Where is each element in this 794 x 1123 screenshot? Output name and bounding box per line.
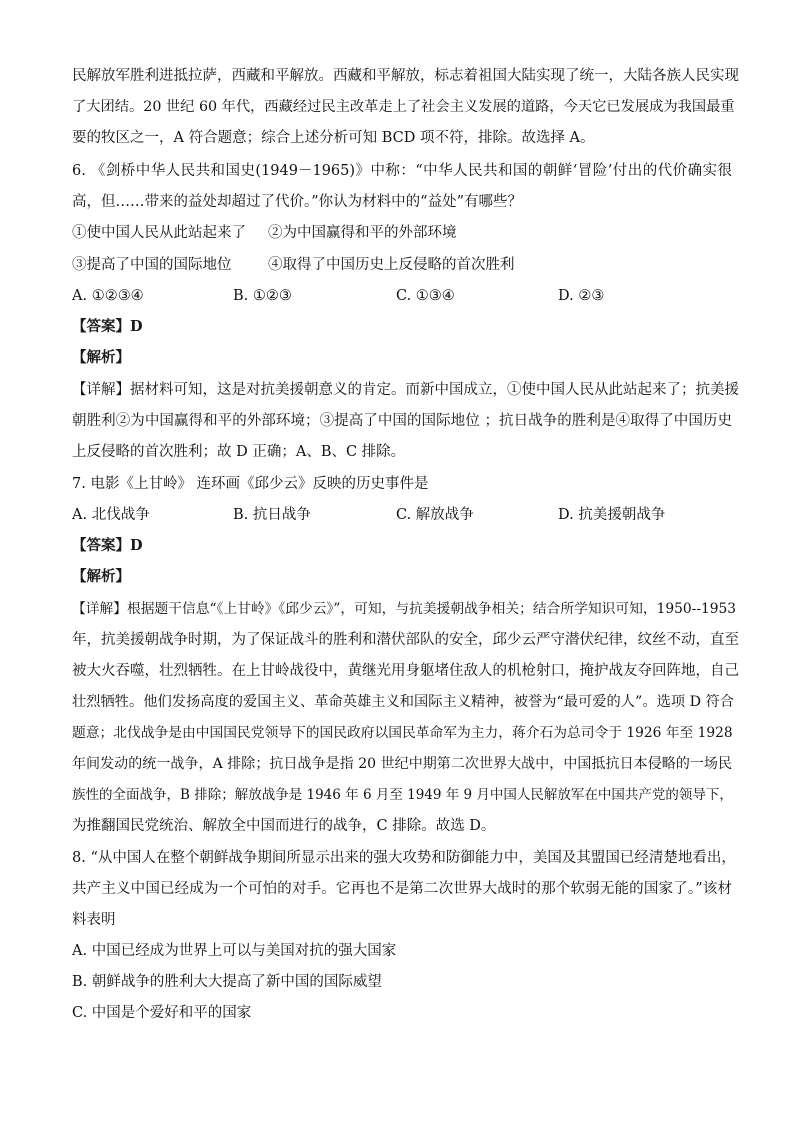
q7-detail-line-7: 族性的全面战争，B 排除；解放战争是 1946 年 6 月至 1949 年 9 月中国人民解放军在中国共产党的领导下，: [72, 787, 733, 803]
intro-line-3: 要的牧区之一，A 符合题意；综合上述分析可知 BCD 项不符，排除。故选择 A。: [72, 130, 595, 146]
q7-detail-line-2: 年，抗美援朝战争时期，为了保证战斗的胜利和潜伏部队的安全，邱少云严守潜伏纪律，纹丝不动，直至: [72, 632, 739, 648]
q8-option-b: B. 朝鲜战争的胜利大大提高了新中国的国际威望: [72, 974, 382, 990]
q6-item-3: ③提高了中国的国际地位: [72, 257, 232, 273]
q8-stem-line-3: 料表明: [72, 912, 116, 928]
q8-stem-line-2: 共产主义中国已经成为一个可怕的对手。它再也不是第二次世界大战时的那个软弱无能的国家了。”该材: [72, 881, 732, 897]
q7-answer: 【答案】D: [72, 537, 143, 554]
q8-option-c: C. 中国是个爱好和平的国家: [72, 1005, 252, 1021]
q7-option-d: D. 抗美援朝战争: [558, 507, 666, 523]
q7-detail-line-1: 【详解】根据题干信息“《上甘岭》《邱少云》”，可知，与抗美援朝战争相关；结合所学知识可知，1950--1953: [72, 601, 736, 617]
q7-detail-line-6: 年间发动的统一战争，A 排除；抗日战争是指 20 世纪中期第二次世界大战中，中国抵抗日本侵略的一场民: [72, 756, 732, 772]
q7-detail-line-8: 为推翻国民党统治、解放全中国而进行的战争，C 排除。故选 D。: [72, 818, 496, 834]
q7-detail-line-4: 壮烈牺牲。他们发扬高度的爱国主义、革命英雄主义和国际主义精神，被誉为“最可爱的人”。选项 D 符合: [72, 694, 735, 710]
q7-option-b: B. 抗日战争: [233, 507, 311, 523]
q6-option-a: A. ①②③④: [72, 288, 144, 304]
q7-option-c: C. 解放战争: [396, 507, 474, 523]
q6-detail-line-2: 朝胜利②为中国赢得和平的外部环境；③提高了中国的国际地位 ；抗日战争的胜利是④取得了中国历史: [72, 413, 732, 429]
q7-detail-line-3: 被大火吞噬，壮烈牺牲。在上甘岭战役中，黄继光用身躯堵住敌人的机枪射口，掩护战友夺回阵地，自己: [72, 663, 739, 679]
q6-item-2: ②为中国赢得和平的外部环境: [268, 225, 457, 241]
q8-option-a: A. 中国已经成为世界上可以与美国对抗的强大国家: [72, 943, 397, 959]
q7-stem: 7. 电影《上甘岭》 连环画《邱少云》反映的历史事件是: [72, 476, 429, 492]
q6-option-c: C. ①③④: [396, 288, 455, 304]
q6-option-d: D. ②③: [558, 288, 605, 304]
q7-option-a: A. 北伐战争: [72, 507, 150, 523]
q6-detail-line-1: 【详解】据材料可知，这是对抗美援朝意义的肯定。而新中国成立，①使中国人民从此站起来了；抗美援: [72, 382, 739, 398]
q8-stem-line-1: 8. “从中国人在整个朝鲜战争期间所显示出来的强大攻势和防御能力中，美国及其盟国已经清楚地看出，: [72, 850, 736, 866]
q6-item-1: ①使中国人民从此站起来了: [72, 225, 246, 241]
q6-stem-line-1: 6. 《剑桥中华人民共和国史(1949－1965)》中称：“中华人民共和国的朝鲜‘冒险’付出的代价确实很: [72, 163, 732, 179]
q6-detail-line-3: 上反侵略的首次胜利；故 D 正确；A、B、C 排除。: [72, 444, 406, 460]
intro-line-2: 了大团结。20 世纪 60 年代，西藏经过民主改革走上了社会主义发展的道路，今天它已发展成为我国最重: [72, 99, 735, 115]
q6-item-4: ④取得了中国历史上反侵略的首次胜利: [268, 257, 515, 273]
intro-line-1: 民解放军胜利进抵拉萨，西藏和平解放。西藏和平解放，标志着祖国大陆实现了统一，大陆各族人民实现: [72, 68, 739, 84]
q6-answer: 【答案】D: [72, 318, 143, 335]
q6-analysis-heading: 【解析】: [72, 349, 130, 366]
q7-analysis-heading: 【解析】: [72, 568, 130, 585]
q7-detail-line-5: 题意；北伐战争是由中国国民党领导下的国民政府以国民革命军为主力，蒋介石为总司令于 1926 年至 1928: [72, 725, 733, 741]
q6-option-b: B. ①②③: [233, 288, 292, 304]
q6-stem-line-2: 高，但……带来的益处却超过了代价。”你认为材料中的“益处”有哪些？: [72, 194, 522, 210]
